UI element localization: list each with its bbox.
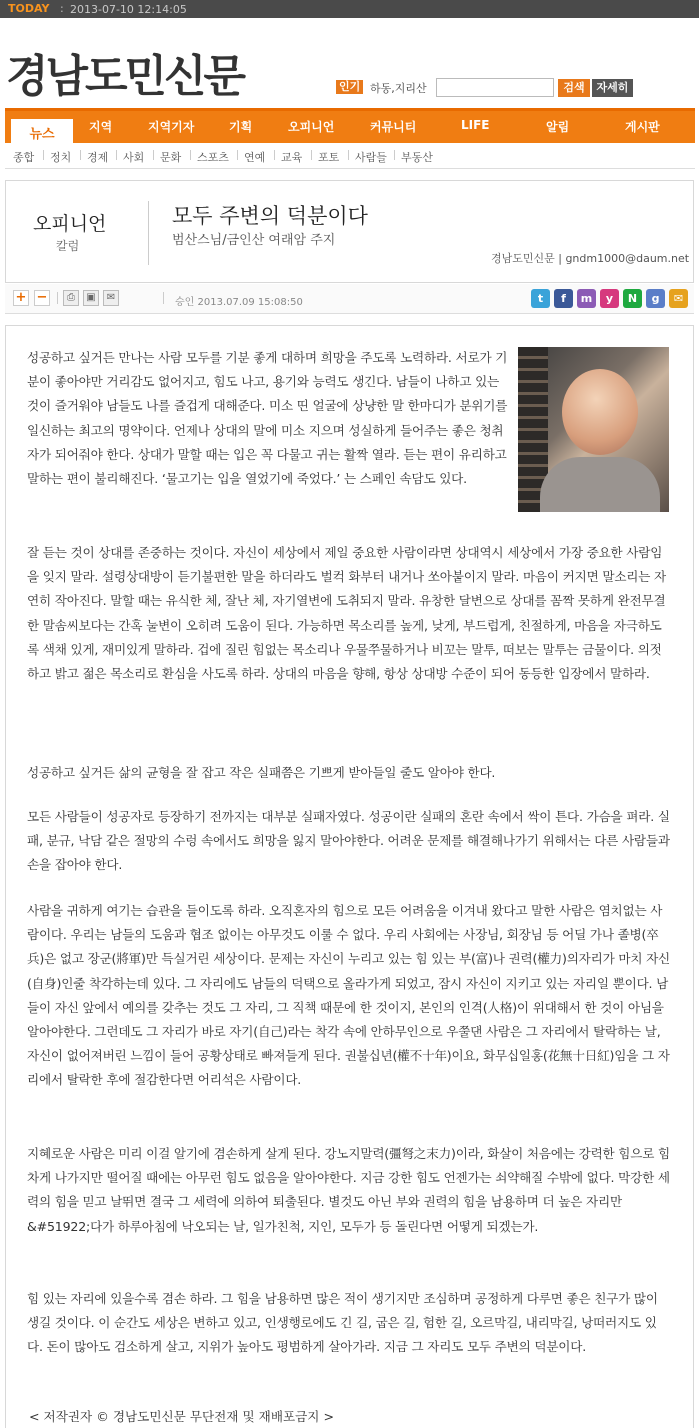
popular-keywords[interactable]: 하동,지리산 bbox=[370, 82, 427, 95]
today-separator: : bbox=[60, 2, 64, 15]
nav-item-opinion[interactable]: 오피니언 bbox=[288, 120, 335, 134]
subnav-item-sports[interactable]: 스포츠 bbox=[197, 151, 229, 164]
subnav-divider bbox=[116, 150, 117, 160]
subnav-item-politics[interactable]: 정치 bbox=[50, 151, 72, 164]
subnav-item-photo[interactable]: 포토 bbox=[318, 151, 340, 164]
subnav-item-society[interactable]: 사회 bbox=[123, 151, 145, 164]
paragraph-3: 성공하고 싶거든 삶의 균형을 잘 잡고 작은 실패쯤은 기쁘게 받아들일 줄도 알아야 한다. bbox=[27, 765, 496, 780]
toolbar-divider bbox=[163, 292, 164, 304]
subnav-divider bbox=[190, 150, 191, 160]
toolbar-divider bbox=[57, 292, 58, 304]
paragraph-4: 모든 사람들이 성공자로 등장하기 전까지는 대부분 실패자였다. 성공이란 실패의 혼란 속에서 싹이 튼다. 가슴을 펴라. 실패, 분규, 낙담 같은 절망의 수렁 속에서도 희망을 잃지 말아야한다. 어려운 문제를 해결해나가기 위해서는 다른 사람들과 손을 잡아야 한다. bbox=[27, 809, 670, 873]
mail-icon[interactable]: ✉ bbox=[669, 289, 688, 308]
scrap-icon[interactable]: ▣ bbox=[83, 290, 99, 306]
me2day-icon[interactable]: m bbox=[577, 289, 596, 308]
subnav-item-general[interactable]: 종합 bbox=[13, 151, 35, 164]
subnav-divider bbox=[43, 150, 44, 160]
article-toolbar bbox=[5, 284, 694, 314]
naver-icon[interactable]: N bbox=[623, 289, 642, 308]
nav-item-board[interactable]: 게시판 bbox=[625, 120, 660, 134]
font-size-up-button[interactable]: + bbox=[13, 290, 29, 306]
subnav-item-culture[interactable]: 문화 bbox=[160, 151, 182, 164]
subnav-divider bbox=[394, 150, 395, 160]
subnav-item-economy[interactable]: 경제 bbox=[87, 151, 109, 164]
subnav-divider bbox=[348, 150, 349, 160]
section-subtitle: 칼럼 bbox=[56, 239, 80, 253]
site-logo[interactable]: 경남도민신문 bbox=[6, 51, 244, 102]
top-bar bbox=[0, 0, 699, 18]
current-datetime: 2013-07-10 12:14:05 bbox=[70, 3, 187, 16]
paragraph-6: 지혜로운 사람은 미리 이걸 알기에 겸손하게 살게 된다. 강노지말력(彊弩之末力)이라, 화살이 처음에는 강력한 힘으로 힘차게 나가지만 떨어질 때에는 아무런 힘도 없음을 알아야한다. 지금 강한 힘도 언젠가는 쇠약해질 수밖에 없다. 막강한 세력의 힘을 믿고 날뛰면 결국 그 세력에 의하여 퇴출된다. 별것도 아닌 부와 권력의 힘을 남용하며 더 높은 자리만 &#51922;다가 하루아침에 낙오되는 날, 일가친척, 지인, 모두가 등 돌린다면 어떻게 되겠는가. bbox=[27, 1146, 670, 1234]
paragraph-1: 성공하고 싶거든 만나는 사람 모두를 기분 좋게 대하며 희망을 주도록 노력하라. 서로가 기분이 좋아야만 거리감도 없어지고, 힘도 나고, 용기와 능력도 생긴다. 남들이 나하고 있는 것이 즐거워야 남들도 나를 즐겁게 대해준다. 미소 띤 얼굴에 상냥한 말 한마디가 분위기를 일신하는 최고의 명약이다. 언제나 상대의 말에 미소 지으며 성실하게 들어주는 좋은 청취자가 되어줘야 한다. 상대가 말할 때는 입은 꼭 다물고 귀는 활짝 열라. 듣는 편이 유리하고 말하는 편이 불리해진다. ‘물고기는 입을 열었기에 죽었다.’ 는 스페인 속담도 있다. bbox=[27, 350, 508, 487]
yozm-icon[interactable]: y bbox=[600, 289, 619, 308]
subnav-item-people[interactable]: 사람들 bbox=[355, 151, 387, 164]
paragraph-7: 힘 있는 자리에 있을수록 겸손 하라. 그 힘을 남용하면 많은 적이 생기지만 조심하며 공정하게 다루면 좋은 친구가 많이 생길 것이다. 이 순간도 세상은 변하고 있고, 인생행로에도 긴 길, 굽은 길, 험한 길, 오르막길, 내리막길, 낭떠러지도 있다. 돈이 많아도 검소하게 살고, 지위가 높아도 평범하게 살아가라. 지금 그 자리도 모두 주변의 덕분이다. bbox=[27, 1291, 658, 1355]
detail-search-button[interactable]: 자세히 bbox=[592, 79, 633, 97]
subnav-divider bbox=[311, 150, 312, 160]
nav-item-news[interactable]: 뉴스 bbox=[11, 116, 73, 146]
subnav-item-realestate[interactable]: 부동산 bbox=[401, 151, 433, 164]
nav-item-community[interactable]: 커뮤니티 bbox=[370, 120, 417, 134]
robe-shape bbox=[540, 457, 660, 512]
article-author: 범산스님/금인산 여래암 주지 bbox=[172, 233, 336, 248]
article-title: 모두 주변의 덕분이다 bbox=[172, 204, 368, 228]
copyright-notice: < 저작권자 © 경남도민신문 무단전재 및 재배포금지 > bbox=[29, 1409, 335, 1424]
font-size-down-button[interactable]: − bbox=[34, 290, 50, 306]
paragraph-5: 사람을 귀하게 여기는 습관을 들이도록 하라. 오직혼자의 힘으로 모든 어려움을 이겨내 왔다고 말한 사람은 염치없는 사람이다. 우리는 남들의 도움과 협조 없이는 아무것도 이룰 수 없다. 우리 사회에는 사장님, 회장님 등 어딜 가나 졸병(卒兵)은 없고 장군(將軍)만 득실거린 세상이다. 문제는 자신이 누리고 있는 힘 있는 부(富)나 권력(權力)의자리가 마치 자신(自身)인줄 착각하는데 있다. 그 자리에도 남들의 덕택으로 올라가게 되었고, 잠시 자신이 지키고 있는 자리일 뿐이다. 남들이 자신 앞에서 예의를 갖추는 것도 그 자리, 그 직책 때문에 한 것이지, 본인의 인격(人格)이 위대해서 한 것이 아님을 알아야한다. 그런데도 그 자리가 바로 자기(自己)라는 착각 속에 안하무인으로 우쭐댄 사람은 그 자리에서 탈락하는 날, 자신이 없어져버린 느낌이 들어 공황상태로 빠져들게 된다. 권불십년(權不十年)이요, 화무십일홍(花無十日紅)임을 그 자리에서 탈락한 후에 절감한다면 어리석은 사람이다. bbox=[27, 903, 671, 1088]
subnav-divider bbox=[237, 150, 238, 160]
google-icon[interactable]: g bbox=[646, 289, 665, 308]
search-button[interactable]: 검색 bbox=[558, 79, 590, 97]
article-source: 경남도민신문 | gndm1000@daum.net bbox=[491, 252, 690, 265]
search-input[interactable] bbox=[436, 78, 554, 97]
subnav-divider bbox=[153, 150, 154, 160]
today-label: TODAY bbox=[8, 2, 50, 15]
author-photo bbox=[518, 347, 669, 512]
subnav-item-education[interactable]: 교육 bbox=[281, 151, 303, 164]
popular-badge: 인기 bbox=[336, 80, 363, 94]
nav-item-notice[interactable]: 알림 bbox=[546, 120, 570, 134]
header-divider bbox=[148, 201, 149, 265]
approved-datetime: 승인 2013.07.09 15:08:50 bbox=[175, 297, 303, 308]
subnav-divider bbox=[80, 150, 81, 160]
nav-item-region[interactable]: 지역 bbox=[89, 120, 113, 134]
nav-item-life[interactable]: LIFE bbox=[461, 118, 490, 132]
twitter-icon[interactable]: t bbox=[531, 289, 550, 308]
sub-nav bbox=[5, 143, 695, 169]
print-icon[interactable]: ⎙ bbox=[63, 290, 79, 306]
subnav-divider bbox=[274, 150, 275, 160]
facebook-icon[interactable]: f bbox=[554, 289, 573, 308]
subnav-item-entertainment[interactable]: 연예 bbox=[244, 151, 266, 164]
article-header bbox=[5, 180, 694, 283]
face-shape bbox=[562, 369, 638, 455]
nav-item-feature[interactable]: 기획 bbox=[229, 120, 253, 134]
section-title: 오피니언 bbox=[33, 213, 107, 235]
email-icon[interactable]: ✉ bbox=[103, 290, 119, 306]
nav-item-region-reporter[interactable]: 지역기자 bbox=[148, 120, 195, 134]
paragraph-2: 잘 듣는 것이 상대를 존중하는 것이다. 자신이 세상에서 제일 중요한 사람이라면 상대역시 세상에서 가장 중요한 사람임을 잊지 말라. 설령상대방이 듣기불편한 말을 하더라도 벌컥 화부터 내거나 쏘아붙이지 말라. 마음이 커지면 말소리는 자연히 작아진다. 말할 때는 유식한 체, 잘난 체, 자기열변에 도취되지 말라. 유창한 달변으로 상대를 꼼짝 못하게 완전무결한 말솜씨보다는 간혹 눌변이 오히려 도움이 된다. 가능하면 목소리를 높게, 낮게, 부드럽게, 친절하게, 마음을 자극하도록 색채 있게, 재미있게 말하라. 겁에 질린 힘없는 목소리나 우물쭈물하거나 비꼬는 말투, 떠보는 말투는 금물이다. 의젓하고 밝고 젊은 목소리로 환심을 사도록 하라. 상대의 마음을 향해, 항상 상대방 수준이 되어 동등한 입장에서 말하라. bbox=[27, 545, 667, 682]
main-nav bbox=[5, 108, 695, 143]
